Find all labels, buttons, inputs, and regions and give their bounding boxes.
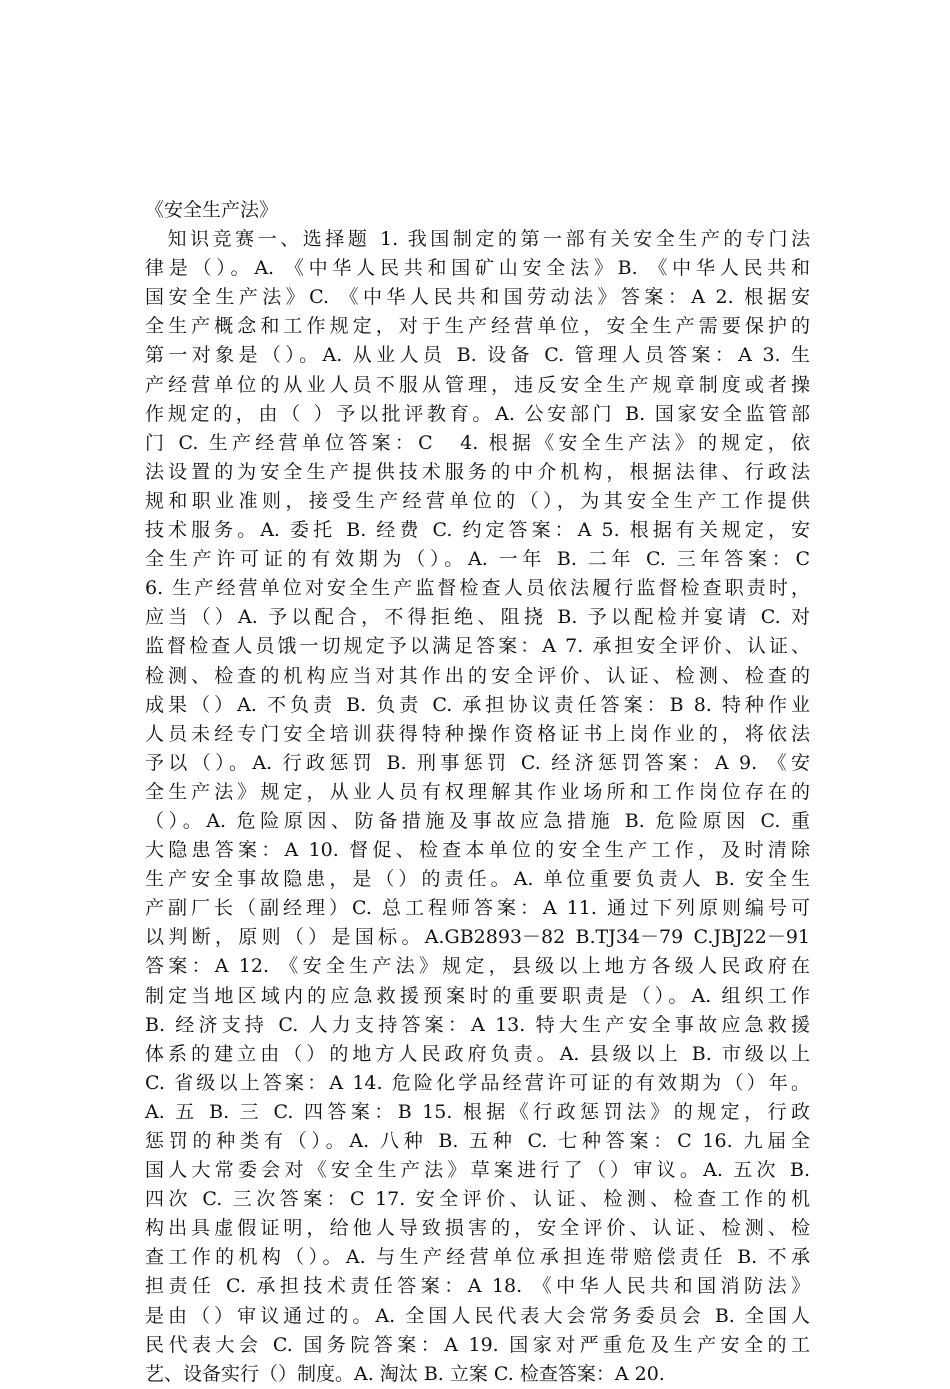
text-line: 以判断，原则（）是国标。A.GB2893－82 B.TJ34－79 C.JBJ22－91 xyxy=(145,926,810,949)
text-line: 产副厂长（副经理）C. 总工程师答案：A 11. 通过下列原则编号可 xyxy=(145,897,810,920)
text-line: 第一对象是（）。A. 从业人员 B. 设备 C. 管理人员答案：A 3. 生 xyxy=(145,344,810,367)
document-text xyxy=(145,225,810,1389)
text-line: 大隐患答案：A 10. 督促、检查本单位的安全生产工作，及时清除 xyxy=(145,839,810,862)
document-body xyxy=(145,196,810,1389)
text-line: 全生产许可证的有效期为（）。A. 一年 B. 二年 C. 三年答案：C xyxy=(145,548,810,571)
text-line: 生产安全事故隐患，是（）的责任。A. 单位重要负责人 B. 安全生 xyxy=(145,868,810,891)
text-line: 惩罚的种类有（）。A. 八种 B. 五种 C. 七种答案：C 16. 九届全 xyxy=(145,1130,810,1152)
text-line: 律是（）。A. 《中华人民共和国矿山安全法》B. 《中华人民共和 xyxy=(145,257,810,280)
text-line: 是由（）审议通过的。A. 全国人民代表大会常务委员会 B. 全国人 xyxy=(145,1304,810,1327)
document-title: 《安全生产法》 xyxy=(145,199,279,221)
text-line: C. 省级以上答案：A 14. 危险化学品经营许可证的有效期为（）年。 xyxy=(145,1071,810,1094)
text-line: 制定当地区域内的应急救援预案时的重要职责是（）。A. 组织工作 xyxy=(145,984,810,1007)
text-line: 担责任 C. 承担技术责任答案：A 18. 《中华人民共和国消防法》 xyxy=(145,1275,810,1298)
text-line: 予以（）。A. 行政惩罚 B. 刑事惩罚 C. 经济惩罚答案：A 9. 《安 xyxy=(145,751,810,774)
text-line: 门 C. 生产经营单位答案：C 4. 根据《安全生产法》的规定，依 xyxy=(145,431,810,454)
text-line: 查工作的机构（）。A. 与生产经营单位承担连带赔偿责任 B. 不承 xyxy=(145,1246,810,1269)
text-line: 成果（）A. 不负责 B. 负责 C. 承担协议责任答案：B 8. 特种作业 xyxy=(145,693,810,716)
text-line: 人员未经专门安全培训获得特种操作资格证书上岗作业的，将依法 xyxy=(145,722,810,745)
text-line: A. 五 B. 三 C. 四答案：B 15. 根据《行政惩罚法》的规定，行政 xyxy=(145,1100,810,1123)
text-line: 国人大常委会对《安全生产法》草案进行了（）审议。A. 五次 B. xyxy=(145,1159,810,1182)
text-line: 民代表大会 C. 国务院答案：A 19. 国家对严重危及生产安全的工 xyxy=(145,1333,810,1356)
text-line: 知识竞赛一、选择题 1. 我国制定的第一部有关安全生产的专门法 xyxy=(145,228,810,251)
text-line: 应当（）A. 予以配合，不得拒绝、阻挠 B. 予以配检并宴请 C. 对 xyxy=(145,606,810,629)
text-line: 全生产概念和工作规定，对于生产经营单位，安全生产需要保护的 xyxy=(145,315,810,338)
text-line: 监督检查人员饿一切规定予以满足答案：A 7. 承担安全评价、认证、 xyxy=(145,635,810,658)
text-line: 艺、设备实行（）制度。A. 淘汰 B. 立案 C. 检查答案：A 20. xyxy=(145,1362,665,1385)
text-line: 检测、检查的机构应当对其作出的安全评价、认证、检测、检查的 xyxy=(145,664,810,687)
text-line: 构出具虚假证明，给他人导致损害的，安全评价、认证、检测、检 xyxy=(145,1217,810,1240)
text-line: 国安全生产法》C. 《中华人民共和国劳动法》答案：A 2. 根据安 xyxy=(145,286,810,309)
text-line: 四次 C. 三次答案：C 17. 安全评价、认证、检测、检查工作的机 xyxy=(145,1188,810,1211)
text-line: 6. 生产经营单位对安全生产监督检查人员依法履行监督检查职责时， xyxy=(145,577,810,600)
text-line: 作规定的，由（ ）予以批评教育。A. 公安部门 B. 国家安全监管部 xyxy=(145,402,810,425)
text-line: 技术服务。A. 委托 B. 经费 C. 约定答案：A 5. 根据有关规定，安 xyxy=(145,519,810,542)
text-line: 体系的建立由（）的地方人民政府负责。A. 县级以上 B. 市级以上 xyxy=(145,1042,810,1065)
text-line: 法设置的为安全生产提供技术服务的中介机构，根据法律、行政法 xyxy=(145,460,810,483)
text-line: 产经营单位的从业人员不服从管理，违反安全生产规章制度或者操 xyxy=(145,373,810,396)
text-line: B. 经济支持 C. 人力支持答案：A 13. 特大生产安全事故应急救援 xyxy=(145,1013,810,1036)
text-line: 规和职业准则，接受生产经营单位的（），为其安全生产工作提供 xyxy=(145,489,810,512)
text-line: 答案：A 12. 《安全生产法》规定，县级以上地方各级人民政府在 xyxy=(145,955,810,978)
text-line: （）。A. 危险原因、防备措施及事故应急措施 B. 危险原因 C. 重 xyxy=(145,809,810,832)
text-line: 全生产法》规定，从业人员有权理解其作业场所和工作岗位存在的 xyxy=(145,780,810,803)
